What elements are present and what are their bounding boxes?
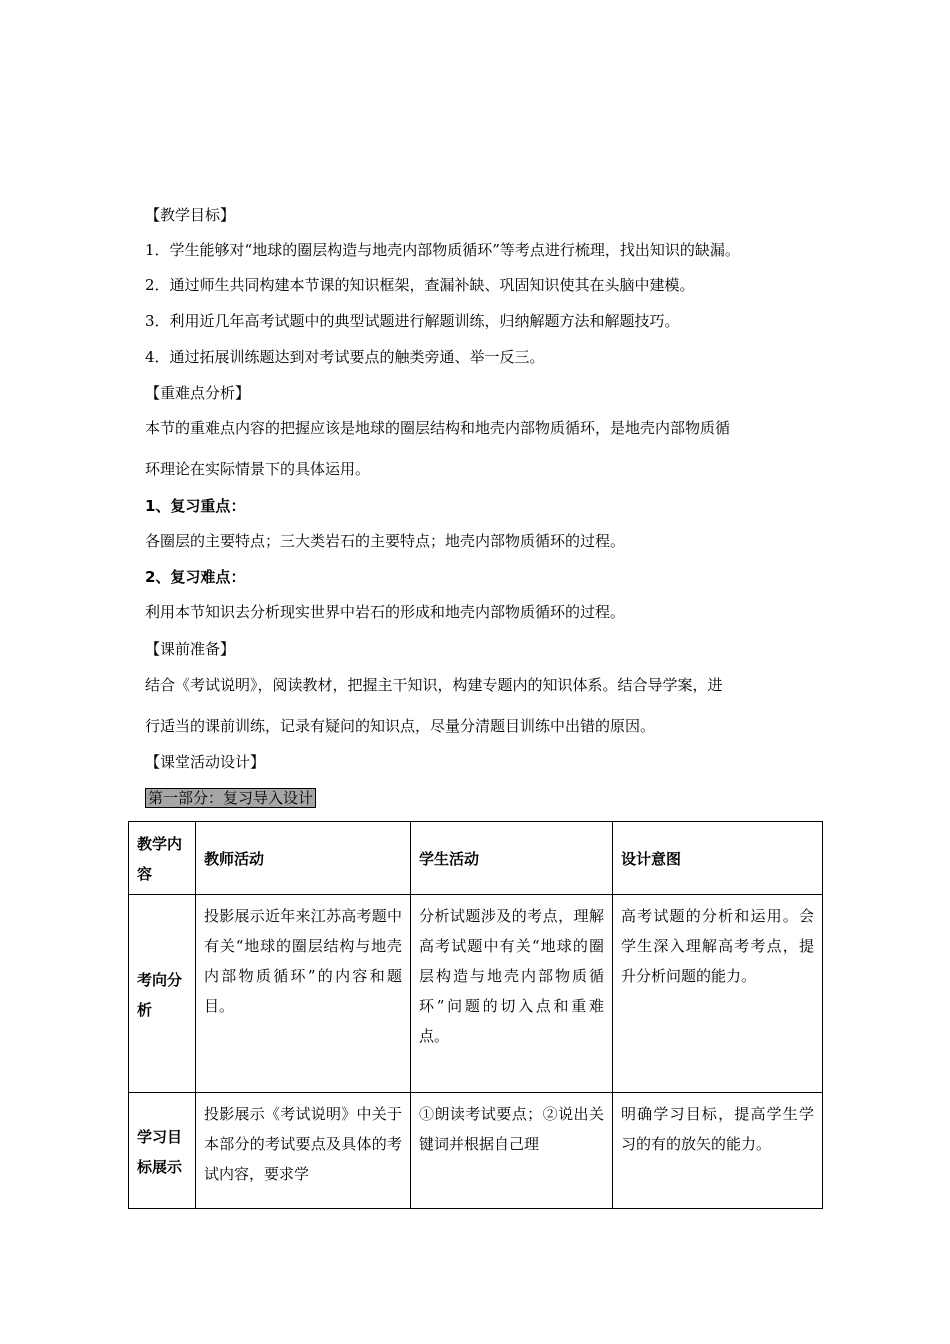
row-teacher-text: 投影展示《考试说明》中关于本部分的考试要点及具体的考试内容，要求学 bbox=[204, 1105, 402, 1183]
key-title: 【重难点分析】 bbox=[145, 384, 251, 402]
goals-title: 【教学目标】 bbox=[145, 206, 236, 224]
row-teacher-text: 投影展示近年来江苏高考题中有关“地球的圈层结构与地壳内部物质循环”的内容和题目。 bbox=[204, 907, 402, 1015]
key-paragraph: 环理论在实际情景下的具体运用。 bbox=[145, 460, 371, 478]
row-intent-text: 高考试题的分析和运用。会学生深入理解高考考点，提升分析问题的能力。 bbox=[621, 907, 814, 985]
goal-item: 3．利用近几年高考试题中的典型试题进行解题训练，归纳解题方法和解题技巧。 bbox=[145, 312, 680, 330]
row-intent-text: 明确学习目标，提高学生学习的有的放矢的能力。 bbox=[621, 1105, 814, 1153]
row-intent bbox=[613, 1093, 823, 1209]
row-student bbox=[411, 895, 613, 1093]
header-student: 学生活动 bbox=[411, 822, 613, 895]
difficulty-text: 利用本节知识去分析现实世界中岩石的形成和地壳内部物质循环的过程。 bbox=[145, 603, 626, 621]
header-intent: 设计意图 bbox=[613, 822, 823, 895]
table-row bbox=[129, 1093, 823, 1209]
prep-paragraph: 结合《考试说明》，阅读教材，把握主干知识，构建专题内的知识体系。结合导学案，进 bbox=[145, 676, 723, 694]
table-header-row bbox=[129, 822, 823, 895]
row-student bbox=[411, 1093, 613, 1209]
lesson-plan-table bbox=[128, 821, 823, 1209]
activity-title: 【课堂活动设计】 bbox=[145, 753, 266, 771]
part-one-label-wrap bbox=[145, 788, 316, 808]
goal-item: 4．通过拓展训练题达到对考试要点的触类旁通、举一反三。 bbox=[145, 348, 545, 366]
goal-item: 1．学生能够对“地球的圈层构造与地壳内部物质循环”等考点进行梳理，找出知识的缺漏。 bbox=[145, 241, 740, 259]
row-intent bbox=[613, 895, 823, 1093]
focus-title: 1、复习重点： bbox=[145, 497, 246, 515]
prep-title: 【课前准备】 bbox=[145, 640, 236, 658]
goal-item: 2．通过师生共同构建本节课的知识框架，查漏补缺、巩固知识使其在头脑中建模。 bbox=[145, 276, 695, 294]
table-row bbox=[129, 895, 823, 1093]
focus-text: 各圈层的主要特点；三大类岩石的主要特点；地壳内部物质循环的过程。 bbox=[145, 532, 626, 550]
part-one-label: 第一部分：复习导入设计 bbox=[145, 788, 316, 808]
row-student-text: 分析试题涉及的考点，理解高考试题中有关“地球的圈层构造与地壳内部物质循环”问题的切入点和重难点。 bbox=[419, 907, 604, 1045]
header-teacher: 教师活动 bbox=[196, 822, 411, 895]
header-content: 教学内容 bbox=[129, 822, 196, 895]
key-paragraph: 本节的重难点内容的把握应该是地球的圈层结构和地壳内部物质循环，是地壳内部物质循 bbox=[145, 419, 731, 437]
difficulty-title: 2、复习难点： bbox=[145, 568, 246, 586]
row-teacher bbox=[196, 895, 411, 1093]
row-student-text: ①朗读考试要点；②说出关键词并根据自己理 bbox=[419, 1105, 604, 1153]
row-teacher bbox=[196, 1093, 411, 1209]
row-content: 学习目标展示 bbox=[129, 1093, 196, 1209]
prep-paragraph: 行适当的课前训练，记录有疑问的知识点，尽量分清题目训练中出错的原因。 bbox=[145, 717, 656, 735]
row-content: 考向分析 bbox=[129, 895, 196, 1093]
